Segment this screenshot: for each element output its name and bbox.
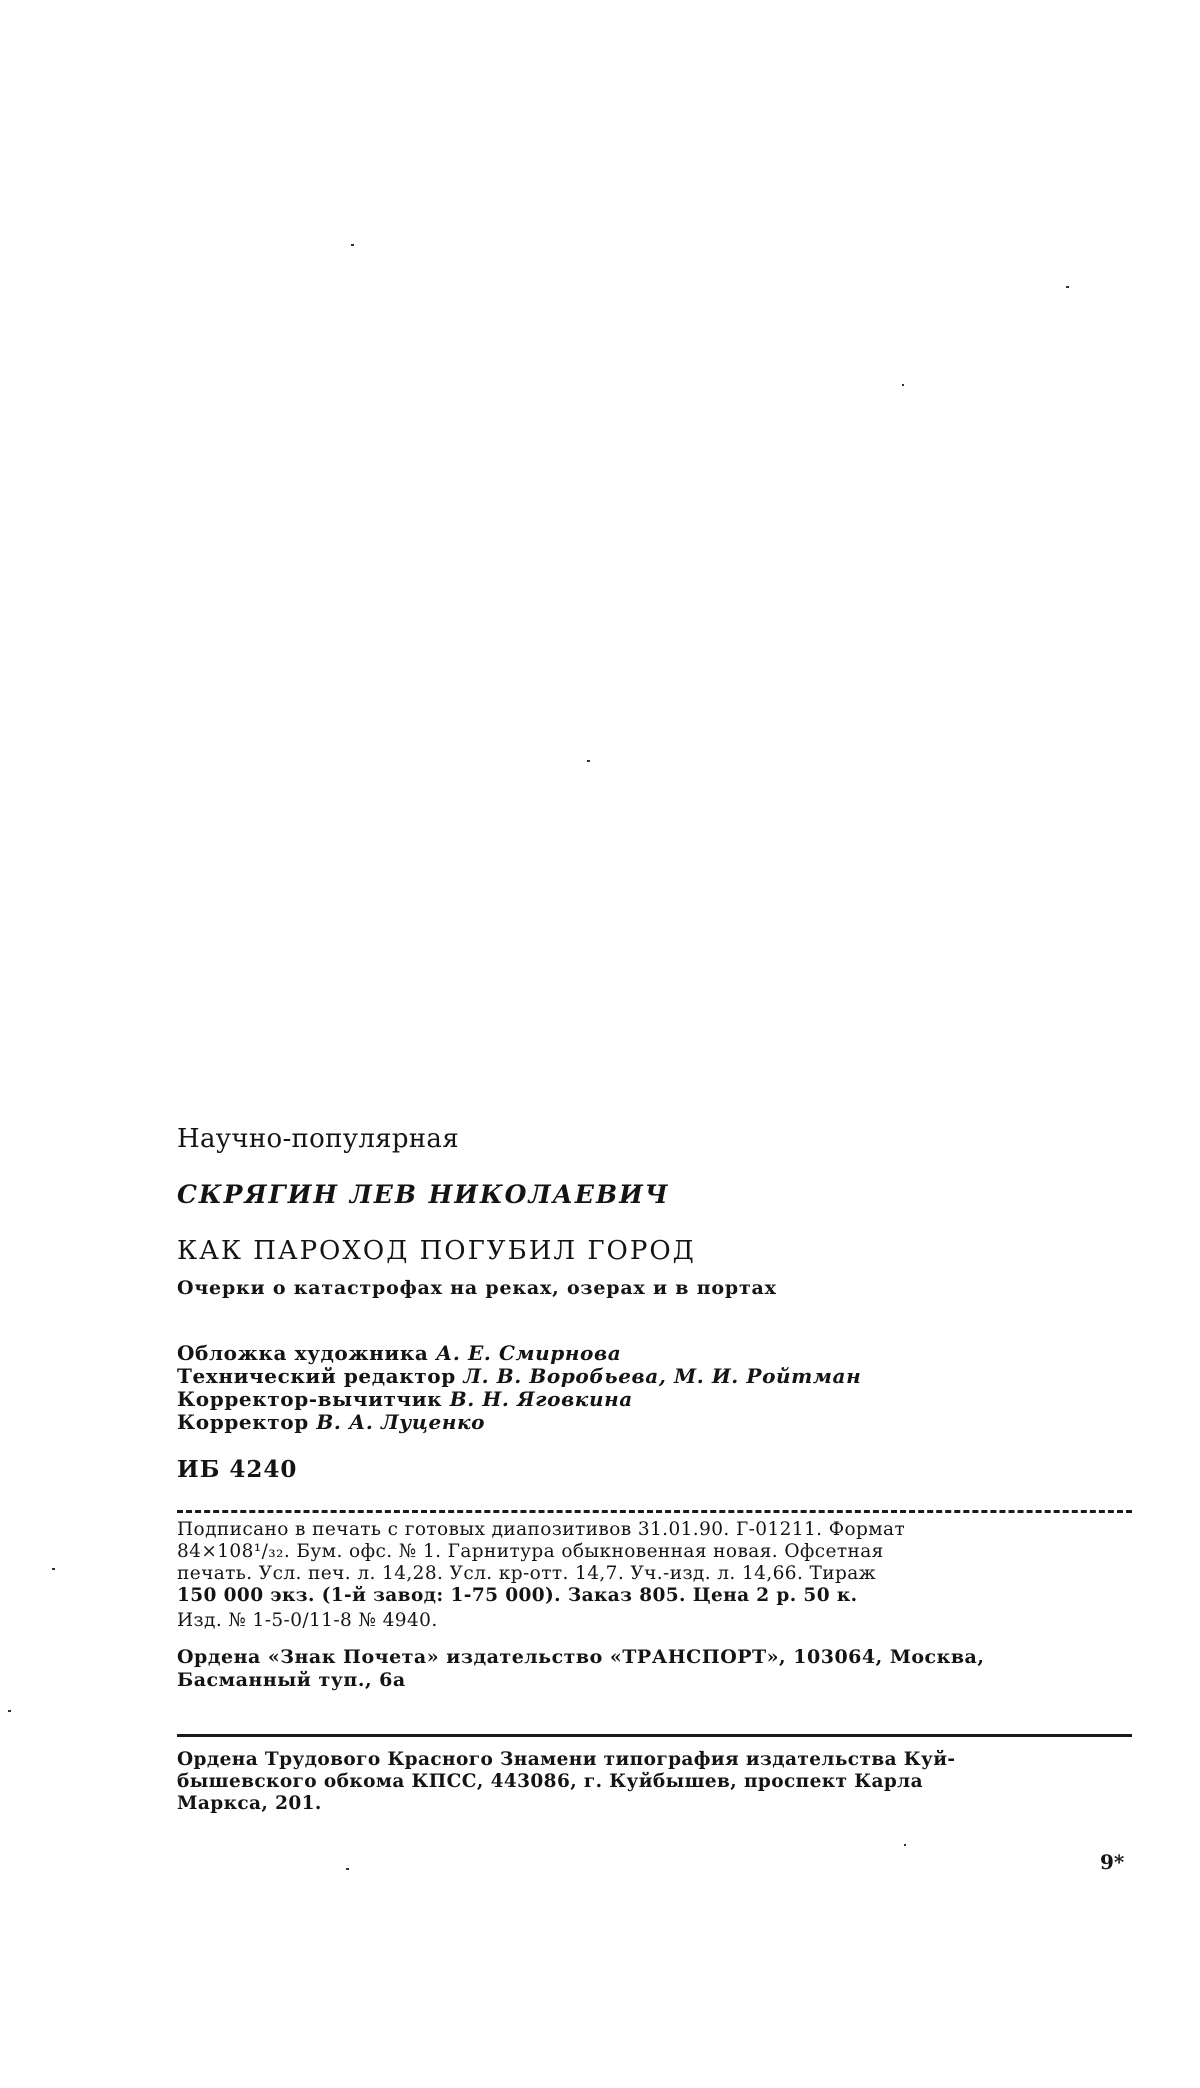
solid-divider bbox=[177, 1734, 1132, 1737]
credit-name: В. А. Луценко bbox=[316, 1410, 486, 1434]
publisher-line: Басманный туп., 6а bbox=[177, 1669, 406, 1691]
print-speck bbox=[351, 244, 354, 246]
credit-line bbox=[177, 1388, 1132, 1411]
imprint-line: 84×108¹/₃₂. Бум. офс. № 1. Гарнитура обыкновенная новая. Офсетная bbox=[177, 1541, 884, 1562]
author-name: СКРЯГИН ЛЕВ НИКОЛАЕВИЧ bbox=[177, 1180, 670, 1209]
print-speck bbox=[346, 1868, 349, 1870]
print-specifications bbox=[177, 1519, 1132, 1607]
imprint-line: печать. Усл. печ. л. 14,28. Усл. кр-отт. 14,7. Уч.-изд. л. 14,66. Тираж bbox=[177, 1563, 877, 1584]
imprint-line: 150 000 экз. (1-й завод: 1-75 000). Заказ 805. Цена 2 р. 50 к. bbox=[177, 1585, 858, 1606]
publisher-address bbox=[177, 1646, 1132, 1692]
print-speck bbox=[587, 760, 590, 762]
credit-line bbox=[177, 1411, 1132, 1434]
imprint-line: Подписано в печать с готовых диапозитивов 31.01.90. Г-01211. Формат bbox=[177, 1519, 906, 1540]
credit-name: Л. В. Воробьева, М. И. Ройтман bbox=[463, 1364, 862, 1388]
printer-address bbox=[177, 1749, 1132, 1815]
print-speck bbox=[52, 1568, 55, 1570]
publisher-line: Ордена «Знак Почета» издательство «ТРАНСПОРТ», 103064, Москва, bbox=[177, 1646, 985, 1668]
credit-name: А. Е. Смирнова bbox=[436, 1341, 622, 1365]
credit-line bbox=[177, 1365, 1132, 1388]
credit-role: Технический редактор bbox=[177, 1364, 456, 1388]
credit-role: Обложка художника bbox=[177, 1341, 429, 1365]
printer-line: Маркса, 201. bbox=[177, 1793, 322, 1814]
publisher-number: Изд. № 1-5-0/11-8 № 4940. bbox=[177, 1610, 438, 1631]
print-speck bbox=[8, 1710, 11, 1712]
credit-name: В. Н. Яговкина bbox=[449, 1387, 633, 1411]
print-speck bbox=[904, 1844, 906, 1846]
credit-role: Корректор bbox=[177, 1410, 309, 1434]
credit-line bbox=[177, 1342, 1132, 1365]
ib-number: ИБ 4240 bbox=[177, 1456, 298, 1483]
print-speck bbox=[1066, 286, 1069, 288]
book-subtitle: Очерки о катастрофах на реках, озерах и в портах bbox=[177, 1277, 777, 1299]
dashed-divider bbox=[177, 1510, 1132, 1513]
genre-label: Научно-популярная bbox=[177, 1124, 459, 1154]
cropped-text-fragment bbox=[270, 0, 480, 2]
book-title: КАК ПАРОХОД ПОГУБИЛ ГОРОД bbox=[177, 1236, 696, 1266]
print-speck bbox=[902, 384, 904, 386]
credits-list bbox=[177, 1342, 1132, 1434]
printer-line: бышевского обкома КПСС, 443086, г. Куйбышев, проспект Карла bbox=[177, 1771, 924, 1792]
credit-role: Корректор-вычитчик bbox=[177, 1387, 443, 1411]
printer-line: Ордена Трудового Красного Знамени типография издательства Куй- bbox=[177, 1749, 956, 1770]
signature-mark: 9* bbox=[1100, 1850, 1125, 1874]
